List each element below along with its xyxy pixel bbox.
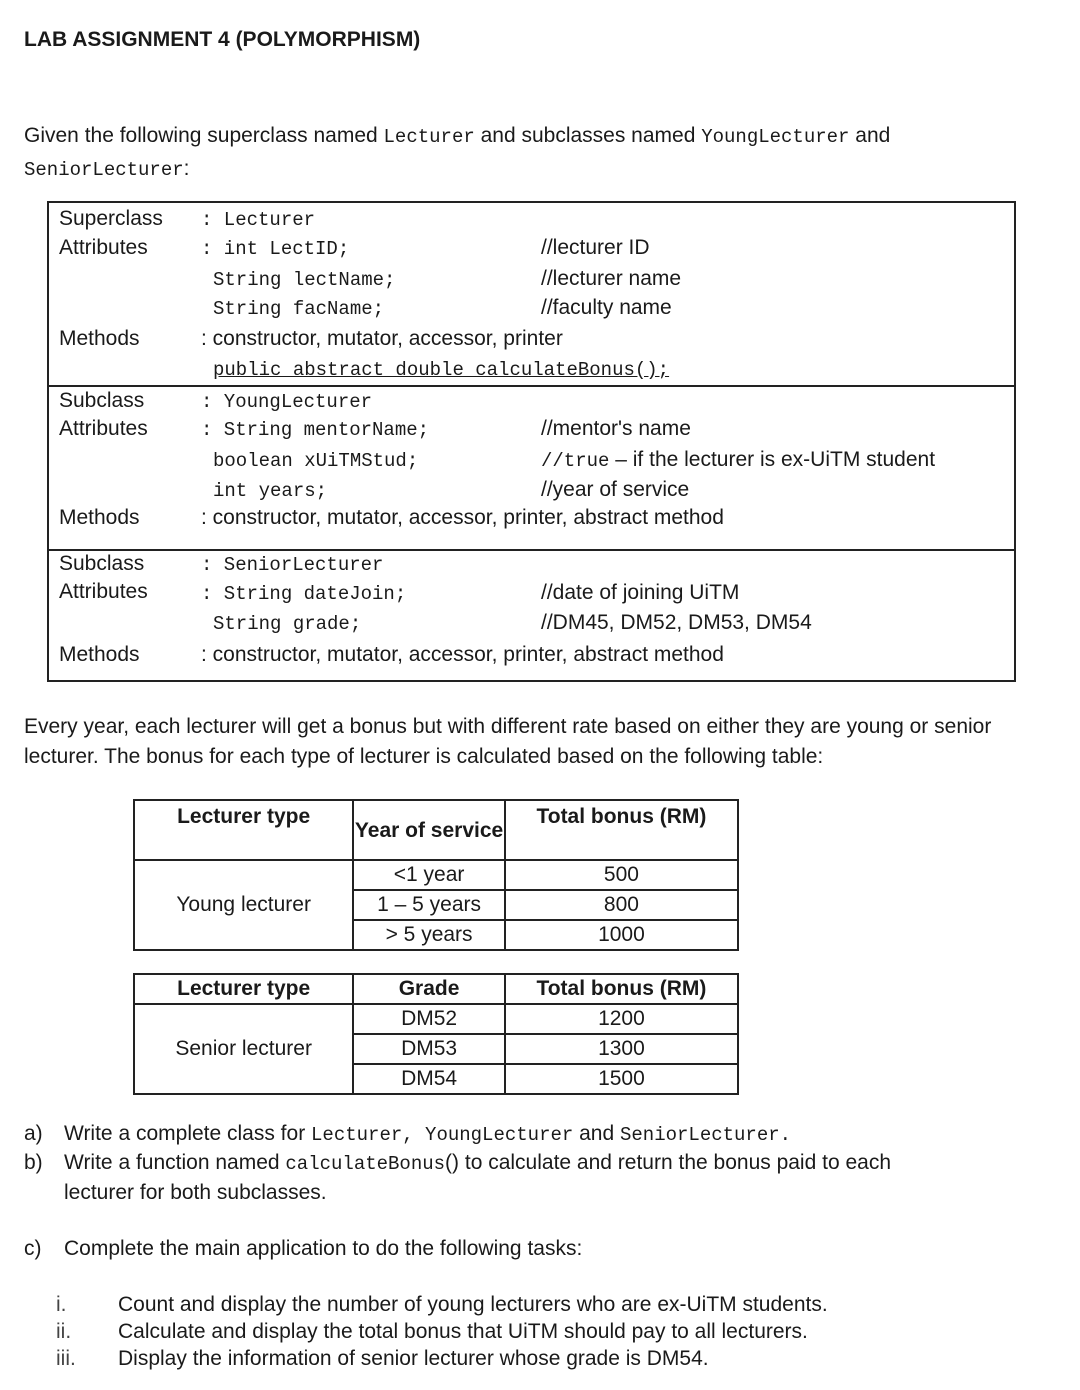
senior-subclass-label: Subclass [59, 552, 145, 575]
senior-subclass-name: : SeniorLecturer [201, 554, 384, 576]
table-cell-years: 1 – 5 years [353, 890, 505, 920]
young-bonus-table [133, 799, 739, 951]
attr-code-grade: String grade; [213, 613, 362, 635]
attr-code-mentorname: : String mentorName; [201, 419, 430, 441]
intro-paragraph [24, 120, 890, 186]
superclass-methods: : constructor, mutator, accessor, printer [201, 327, 563, 350]
attr-code-xuitmstud: boolean xUiTMStud; [213, 450, 419, 472]
question-b-label: b) [24, 1151, 43, 1174]
senior-attributes-label: Attributes [59, 580, 148, 603]
attr-code-datejoin: : String dateJoin; [201, 583, 407, 605]
superclass-label: Superclass [59, 207, 163, 230]
young-lecturer-type-cell: Young lecturer [134, 860, 353, 950]
question-c-text: Complete the main application to do the following tasks: [64, 1237, 583, 1260]
attr-comment-true-text: – if the lecturer is ex-UiTM student [609, 448, 936, 471]
question-a-part-1: Write a complete class for [64, 1122, 312, 1145]
superclass-name: : Lecturer [201, 209, 316, 231]
attr-comment-mentorname: //mentor's name [541, 417, 691, 440]
intro-text-1: Given the following superclass named [24, 124, 384, 147]
divider [49, 549, 1014, 551]
header-total-bonus: Total bonus (RM) [505, 974, 738, 1004]
senior-methods: : constructor, mutator, accessor, printer, abstract method [201, 643, 724, 666]
question-a-label: a) [24, 1122, 43, 1145]
abstract-method-line: public abstract double calculateBonus(); [213, 359, 670, 381]
task-number: iii. [56, 1347, 76, 1370]
attr-code-lectid: : int LectID; [201, 238, 350, 260]
bonus-intro-paragraph: Every year, each lecturer will get a bonus but with different rate based on either they are young or senior lecturer. The bonus for each type of lecturer is calculated based on the following table: [24, 715, 992, 768]
header-lecturer-type: Lecturer type [134, 974, 353, 1004]
task-text: Calculate and display the total bonus that UiTM should pay to all lecturers. [118, 1320, 808, 1343]
intro-code-young: YoungLecturer [701, 126, 850, 148]
table-header-row [134, 800, 738, 860]
attr-comment-lectname: //lecturer name [541, 267, 682, 290]
intro-text-4: : [183, 157, 190, 180]
question-b-code: calculateBonus [285, 1153, 446, 1175]
table-cell-years: > 5 years [353, 920, 505, 950]
table-header-row [134, 974, 738, 1004]
class-spec-box [47, 201, 1016, 682]
senior-bonus-table [133, 973, 739, 1095]
divider [49, 385, 1014, 387]
attr-comment-lectid: //lecturer ID [541, 236, 650, 259]
task-number: ii. [56, 1320, 72, 1343]
table-cell-grade: DM53 [353, 1034, 505, 1064]
young-subclass-name: : YoungLecturer [201, 391, 373, 413]
table-cell-grade: DM54 [353, 1064, 505, 1094]
task-text: Display the information of senior lecturer whose grade is DM54. [118, 1347, 709, 1370]
intro-code-lecturer: Lecturer [383, 126, 475, 148]
superclass-methods-label: Methods [59, 327, 140, 350]
table-cell-grade: DM52 [353, 1004, 505, 1034]
senior-methods-label: Methods [59, 643, 140, 666]
question-c-label: c) [24, 1237, 42, 1260]
table-row [134, 1004, 738, 1034]
table-cell-bonus: 1300 [505, 1034, 738, 1064]
header-total-bonus: Total bonus (RM) [505, 800, 738, 860]
attr-comment-datejoin: //date of joining UiTM [541, 581, 740, 604]
question-a-code-1: Lecturer, YoungLecturer [311, 1124, 574, 1146]
attr-comment-years: //year of service [541, 478, 690, 501]
attr-comment-xuitmstud [541, 448, 935, 472]
table-cell-bonus: 1000 [505, 920, 738, 950]
young-methods: : constructor, mutator, accessor, printer, abstract method [201, 506, 724, 529]
intro-text-3: and [849, 124, 891, 147]
attr-comment-facname: //faculty name [541, 296, 672, 319]
question-a-code-2: SeniorLecturer. [620, 1124, 792, 1146]
table-cell-bonus: 1200 [505, 1004, 738, 1034]
young-subclass-label: Subclass [59, 389, 145, 412]
header-grade: Grade [353, 974, 505, 1004]
header-lecturer-type: Lecturer type [134, 800, 353, 860]
question-a-text [64, 1122, 791, 1146]
intro-code-senior: SeniorLecturer [24, 159, 184, 181]
task-number: i. [56, 1293, 67, 1316]
page-title: LAB ASSIGNMENT 4 (POLYMORPHISM) [24, 28, 421, 51]
table-cell-years: <1 year [353, 860, 505, 890]
young-attributes-label: Attributes [59, 417, 148, 440]
header-year-of-service: Year of service [353, 800, 505, 860]
question-b-line-2: lecturer for both subclasses. [64, 1181, 327, 1204]
table-cell-bonus: 800 [505, 890, 738, 920]
table-cell-bonus: 1500 [505, 1064, 738, 1094]
young-methods-label: Methods [59, 506, 140, 529]
question-b-part-1: Write a function named [64, 1151, 286, 1174]
task-text: Count and display the number of young lecturers who are ex-UiTM students. [118, 1293, 828, 1316]
attr-code-lectname: String lectName; [213, 269, 396, 291]
senior-lecturer-type-cell: Senior lecturer [134, 1004, 353, 1094]
superclass-attributes-label: Attributes [59, 236, 148, 259]
question-b-text [64, 1151, 891, 1175]
attr-comment-grade: //DM45, DM52, DM53, DM54 [541, 611, 812, 634]
attr-code-years: int years; [213, 480, 328, 502]
intro-text-2: and subclasses named [474, 124, 702, 147]
question-b-part-2: () to calculate and return the bonus paid to each [445, 1151, 891, 1174]
attr-comment-true-code: //true [541, 450, 610, 472]
table-row [134, 860, 738, 890]
attr-code-facname: String facName; [213, 298, 385, 320]
table-cell-bonus: 500 [505, 860, 738, 890]
question-a-part-2: and [573, 1122, 620, 1145]
